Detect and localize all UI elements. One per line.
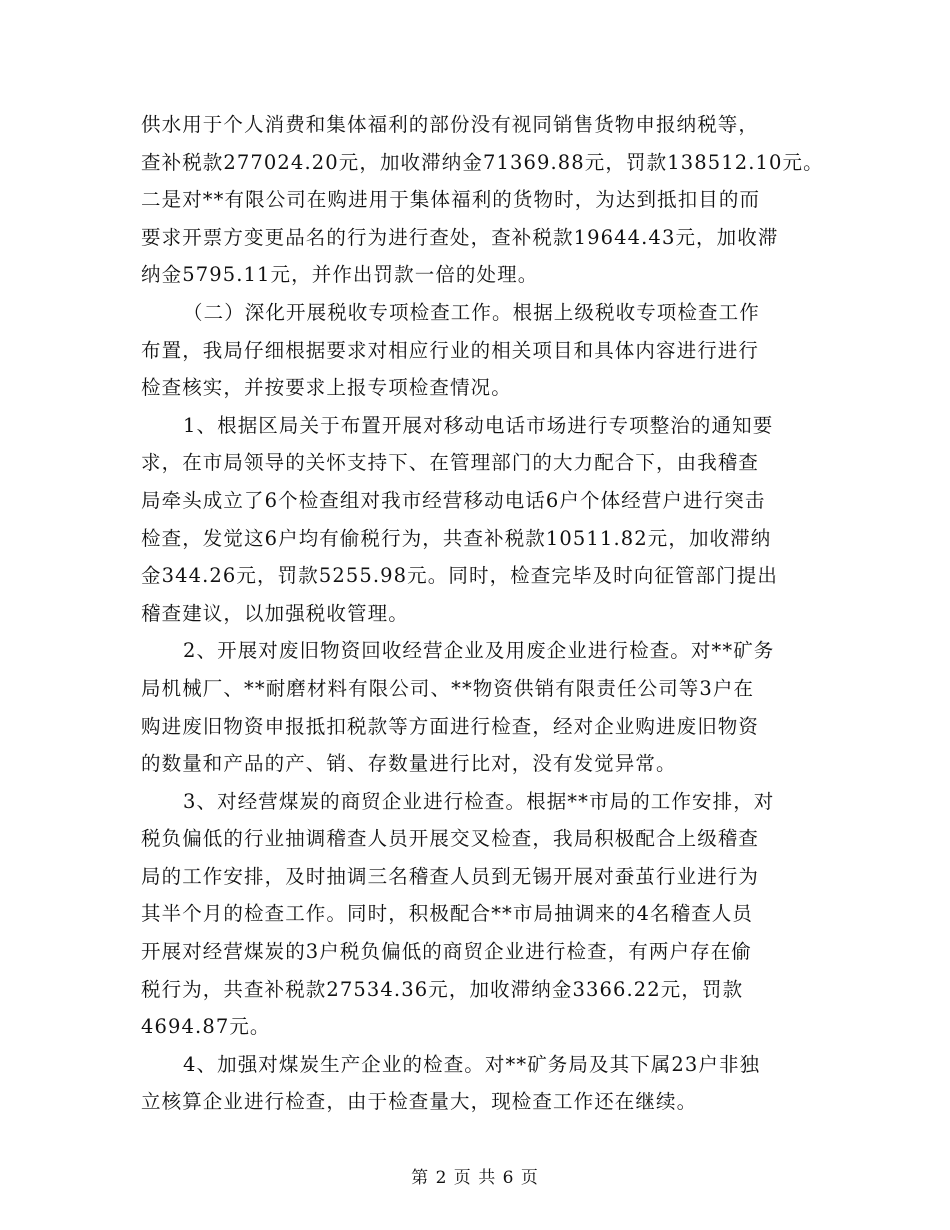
- text-line: 3、对经营煤炭的商贸企业进行检查。根据**市局的工作安排，对: [183, 789, 775, 813]
- text-line: 局牵头成立了6个检查组对我市经营移动电话6户个体经营户进行突击: [141, 488, 766, 512]
- text-line: 检查核实，并按要求上报专项检查情况。: [141, 376, 512, 400]
- text-line: 检查，发觉这6户均有偷税行为，共查补税款10511.82元，加收滞纳: [141, 526, 772, 550]
- text-line: 其半个月的检查工作。同时，积极配合**市局抽调来的4名稽查人员: [141, 902, 754, 926]
- text-line: 金344.26元，罚款5255.98元。同时，检查完毕及时向征管部门提出: [141, 564, 778, 588]
- text-line: 供水用于个人消费和集体福利的部份没有视同销售货物申报纳税等，: [141, 113, 760, 136]
- page-footer: 第 2 页 共 6 页: [411, 1168, 539, 1188]
- text-line: 查补税款277024.20元，加收滞纳金71369.88元，罚款138512.10元。: [141, 150, 824, 174]
- text-line: 纳金5795.11元，并作出罚款一倍的处理。: [141, 263, 539, 287]
- text-line: 求，在市局领导的关怀支持下、在管理部门的大力配合下，由我稽查: [141, 451, 760, 475]
- text-line: （二）深化开展税收专项检查工作。根据上级税收专项检查工作: [183, 300, 760, 324]
- text-line: 要求开票方变更品名的行为进行查处，查补税款19644.43元，加收滞: [141, 225, 779, 249]
- text-line: 4、加强对煤炭生产企业的检查。对**矿务局及其下属23户非独: [183, 1052, 761, 1076]
- text-line: 开展对经营煤炭的3户税负偏低的商贸企业进行检查，有两户存在偷: [141, 940, 752, 964]
- text-line: 局机械厂、**耐磨材料有限公司、**物资供销有限责任公司等3户在: [141, 676, 755, 700]
- body-text: [141, 106, 824, 1121]
- text-line: 立核算企业进行检查，由于检查量大，现检查工作还在继续。: [141, 1090, 698, 1114]
- text-line: 1、根据区局关于布置开展对移动电话市场进行专项整治的通知要: [183, 413, 774, 437]
- text-line: 二是对**有限公司在购进用于集体福利的货物时，为达到抵扣目的而: [141, 188, 761, 212]
- text-line: 2、开展对废旧物资回收经营企业及用废企业进行检查。对**矿务: [183, 639, 775, 663]
- text-line: 4694.87元。: [141, 1015, 271, 1039]
- text-line: 局的工作安排，及时抽调三名稽查人员到无锡开展对蚕茧行业进行为: [141, 864, 760, 888]
- text-line: 布置，我局仔细根据要求对相应行业的相关项目和具体内容进行进行: [141, 338, 760, 362]
- text-line: 的数量和产品的产、销、存数量进行比对，没有发觉异常。: [141, 752, 677, 776]
- text-line: 购进废旧物资申报抵扣税款等方面进行检查，经对企业购进废旧物资: [141, 714, 760, 738]
- text-line: 税行为，共查补税款27534.36元，加收滞纳金3366.22元，罚款: [141, 977, 744, 1001]
- text-line: 税负偏低的行业抽调稽查人员开展交叉检查，我局积极配合上级稽查: [141, 827, 760, 851]
- text-line: 稽查建议，以加强税收管理。: [141, 601, 409, 625]
